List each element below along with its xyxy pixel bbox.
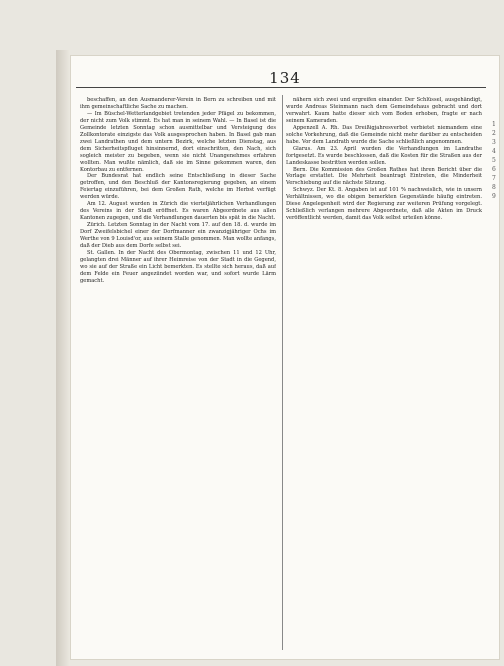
article-paragraph: St. Gallen. In der Nacht des Obermontag, zwischen 11 und 12 Uhr, gelangten drei Männer auf ihrer Heimreise von der Stadt in die Gegend, wo sie auf der Straße ein Licht bemerkten. Es stellte sich heraus, daß auf dem Felde ein Feuer angezündet worden war, und sofort wurde Lärm gemacht. bbox=[80, 249, 276, 284]
article-paragraph: nähern sich zwei und ergreifen einander. Der Schlüssel, ausgehändigt, wurde Andreas Steinmann nach dem Gemeindehaus gebracht und dort verwahrt. Kaum hatte dieser sich vom Boden erhoben, fragte er nach seinem Kameraden. bbox=[286, 97, 482, 124]
edge-mark: 9 bbox=[492, 193, 496, 200]
article-paragraph: Appenzell A. Rh. Das Dreißigjahresverbot verbietet niemandem eine solche Vorkehrung, daß die Gemeinde nicht mehr darüber zu entscheiden habe. Vor dem Landrath wurde die Sache schließlich angenommen. bbox=[286, 124, 482, 145]
article-paragraph: Am 12. August wurden in Zürich die vierteljährlichen Verhandlungen des Vereins in der Stadt eröffnet. Es waren Abgeordnete aus allen Kantonen zugegen, und die Verhandlungen dauerten bis spät in die Nacht. bbox=[80, 201, 276, 222]
article-paragraph: Der Bundesrat hat endlich seine Entschließung in dieser Sache getroffen, und den Beschluß der Kantonsregierung gegeben, an einem Feiertag einzuführen, bei dem Großen Rath, welche im Herbst verfügt werden würde. bbox=[80, 173, 276, 201]
edge-mark: 1 bbox=[492, 121, 496, 128]
header-rule bbox=[76, 87, 486, 88]
right-column bbox=[286, 97, 482, 652]
edge-mark: 5 bbox=[492, 157, 496, 164]
edge-mark: 8 bbox=[492, 184, 496, 191]
article-paragraph: Bern. Die Kommission des Großen Rathes hat ihren Bericht über die Vorlage erstattet. Die Mehrheit beantragt Eintreten, die Minderheit Verschiebung auf die nächste Sitzung. bbox=[286, 166, 482, 187]
article-paragraph: — Im Büschel-Wetterlandgebiet tretenden jeder Pfägel zu bekommen, der nicht zum Volk stimmt. Es hat man in seinem Wahl. — In Basel ist die Gemeinde letzten Sonntag schon ausmittelbar und Versteigung des Zollkontorate einzigste das Volk ausgesprochen haben. In Basel gab man zwei Landrathen und dem untern Bezirk, welche letzten Dienstag, aus dem Sicherheitspfluget hinsinnernd, dort einschritten, den Nach, sich sogleich meister zu begeben, wenn sie nicht Unangenehmes erfahren wollten. Man wußte nämlich, daß sie im Sinne gekommen waren, den Kontorbau zu entfernen. bbox=[80, 110, 276, 173]
edge-mark: 4 bbox=[492, 148, 496, 155]
edge-mark: 2 bbox=[492, 130, 496, 137]
edge-mark: 6 bbox=[492, 166, 496, 173]
page-number: 134 bbox=[269, 69, 301, 87]
page-gutter-shadow bbox=[56, 50, 70, 666]
edge-mark: 7 bbox=[492, 175, 496, 182]
newspaper-page bbox=[70, 55, 500, 660]
article-paragraph: Schwyz. Der Kt. 8. Angaben ist auf 101 % nachweislich, wie in unsern Verhältnissen, wo die obigen bemerkten Gegenstände häufig eintreten. Diese Angelegenheit wird der Regierung zur weiteren Prüfung vorgelegt. Schließlich verlangen mehrere Abgeordnete, daß alle Akten im Druck veröffentlicht werden, damit das Volk selbst urteilen könne. bbox=[286, 187, 482, 222]
left-column bbox=[80, 97, 276, 652]
article-paragraph: Glarus. Am 23. April wurden die Verhandlungen im Landrathe fortgesetzt. Es wurde beschlossen, daß die Kosten für die Straßen aus der Landeskasse bestritten werden sollen. bbox=[286, 145, 482, 166]
facing-page-edge bbox=[492, 120, 502, 201]
column-divider bbox=[282, 95, 283, 650]
edge-mark: 3 bbox=[492, 139, 496, 146]
article-paragraph: beschaffen, an den Ausmanderer-Verein in Bern zu schreiben und mit ihm gemeinschaftliche Sache zu machen. bbox=[80, 97, 276, 110]
article-paragraph: Zürich. Letzten Sonntag in der Nacht vom 17. auf den 18. d. wurde im Dorf Zweifelsbichel einer der Dorfmanner ein zwanzigjähriger Ochs im Werthe von 9 Louisd'or, aus seinem Stalle genommen. Man wollte anfangs, daß der Dieb aus dem Dorfe selbst sei. bbox=[80, 222, 276, 250]
